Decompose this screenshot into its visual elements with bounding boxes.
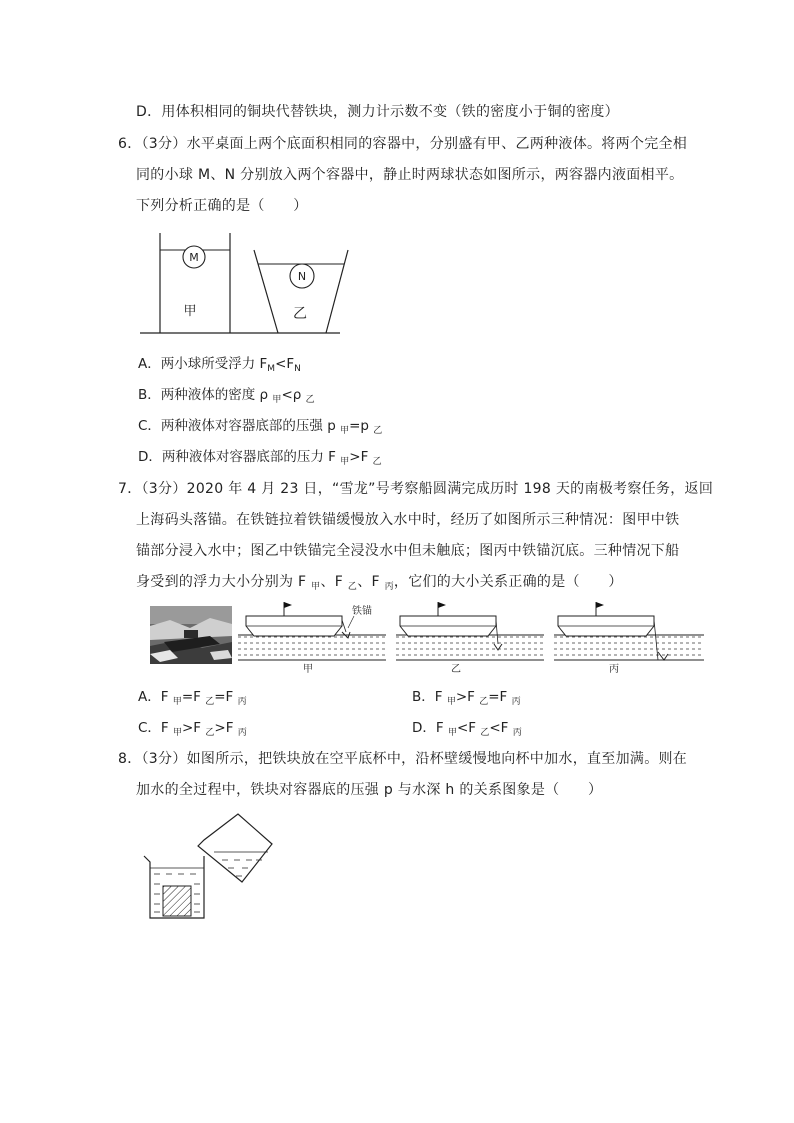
q8-stem-line1: 8．（3分）如图所示，把铁块放在空平底杯中，沿杯壁缓慢地向杯中加水，直至加满。则在: [118, 751, 688, 767]
q7-option-a[interactable]: A．F $_甲$=F $_乙$=F $_丙$: [138, 689, 247, 707]
ball-m-label: M: [189, 251, 199, 264]
panel-b-label: 乙: [451, 664, 461, 675]
q6-option-c[interactable]: C．两种液体对容器底部的压强 p $_甲$=p $_乙$: [138, 418, 383, 436]
q7-stem-line1: 7．（3分）2020 年 4 月 23 日，“雪龙”号考察船圆满完成历时 198 天的南极考察任务，返回: [118, 481, 714, 497]
ball-n-label: N: [297, 270, 307, 283]
q7-option-d[interactable]: D．F $_甲$<F $_乙$<F $_丙$: [412, 720, 522, 738]
liquid-b-label: 乙: [293, 306, 307, 322]
q5-option-d: D．用体积相同的铜块代替铁块，测力计示数不变（铁的密度小于铜的密度）: [136, 104, 619, 120]
panel-c-label: 丙: [609, 664, 619, 675]
q6-option-a[interactable]: A．两小球所受浮力 $F_M<F_N$: [138, 356, 301, 374]
q6-stem-line1: 6．（3分）水平桌面上两个底面积相同的容器中，分别盛有甲、乙两种液体。将两个完全相: [118, 136, 688, 152]
panel-a: [238, 602, 386, 675]
panel-a-label: 甲: [303, 664, 313, 675]
q7-stem-line2: 上海码头落锚。在铁链拉着铁锚缓慢放入水中时，经历了如图所示三种情况：图甲中铁: [136, 512, 680, 528]
q8-figure: [138, 806, 278, 924]
q6-stem-line3: 下列分析正确的是（ ）: [136, 198, 308, 214]
q7-figure: [238, 598, 708, 678]
q6-stem-line2: 同的小球 M、N 分别放入两个容器中，静止时两球状态如图所示，两容器内液面相平。: [136, 167, 684, 183]
q7-stem-line4: 身受到的浮力大小分别为 F $_甲$、F $_乙$、F $_丙$，它们的大小关系正确的是（ ）: [136, 574, 623, 592]
q7-option-b[interactable]: B．F $_甲$>F $_乙$=F $_丙$: [412, 689, 521, 707]
q6-option-b[interactable]: B．两种液体的密度 ρ $_甲$<ρ $_乙$: [138, 387, 315, 405]
liquid-a-label: 甲: [183, 304, 197, 319]
panel-b: [396, 602, 544, 675]
q7-stem-line3: 锚部分浸入水中；图乙中铁锚完全浸没水中但未触底；图丙中铁锚沉底。三种情况下船: [136, 543, 680, 559]
q6-option-d[interactable]: D．两种液体对容器底部的压力 F $_甲$>F $_乙$: [138, 449, 382, 467]
q8-stem-line2: 加水的全过程中，铁块对容器底的压强 p 与水深 h 的关系图象是（ ）: [136, 782, 603, 798]
q7-option-c[interactable]: C．F $_甲$>F $_乙$>F $_丙$: [138, 720, 247, 738]
ship-photo: [150, 606, 232, 664]
iron-block: [163, 886, 191, 916]
q6-figure: [140, 230, 350, 340]
panel-c: [554, 602, 704, 675]
anchor-label: 铁锚: [352, 606, 372, 617]
